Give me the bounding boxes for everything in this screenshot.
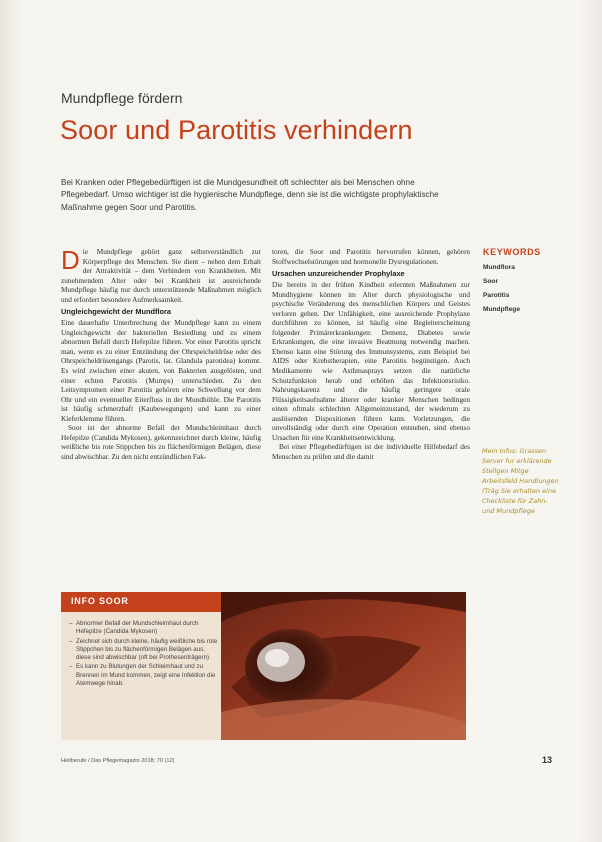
lead-paragraph: Bei Kranken oder Pflegebedürftigen ist die Mundgesundheit oft schlechter als bei Menschen ohne Pflegebedarf. Umso wichtiger ist die hygienische Mundpflege, denn sie ist die wichtigste prophylaktische Maßnahme gegen Soor und Parotitis. (61, 178, 439, 212)
body-paragraph: Die bereits in der frühen Kindheit erlernten Maßnahmen zur Mundhygiene können im Alter durch physiologische und psychische Veränderung des menschlichen Körpers und Geistes verloren gehen. Der Unfähigkeit, eine ausreichende Prophylaxe durchführen zu können, ist häufig eine Begleiterscheinung folgender Primärerkrankungen: Demenz, Diabetes sowie Erkrankungen, die eine invasive Beatmung notwendig machen. Ebenso kann eine Störung des Immunsystems, zum Beispiel bei AIDS oder Krebstherapien, eine Parotitis begünstigen. Auch Medikamente wie Asthmasprays setzen die natürliche Schutzfunktion herab und erhöhen das Infektionsrisiko. Nahrungskarenz und die häufig geringere orale Flüssigkeitsaufnahme älterer oder kranker Menschen bedingen einen oftmals schlechten Allgemeinzustand, der wiederum zu auslösenden Dispositionen führen kann. Vorletzungen, die unvollständig oder durch eine Operation entstehen, sind ebenso Ursachen für eine Krankheitsentwicklung. (272, 280, 470, 442)
keyword-item: Mundpflege (483, 306, 520, 313)
info-box (61, 592, 466, 740)
subheading-mundflora: Ungleichgewicht der Mundflora (61, 307, 172, 317)
article-title: Soor und Parotitis verhindern (60, 115, 413, 145)
info-box-title: INFO SOOR (71, 596, 129, 606)
keyword-item: Mundflora (483, 264, 515, 271)
keywords-box (483, 247, 563, 317)
body-paragraph: toren, die Soor und Parotitis hervorrufen können, gehören Stoffwechselstörungen und hormonelle Dysregulationen. (272, 247, 470, 266)
info-box-list (69, 620, 219, 689)
text-column-1 (61, 247, 261, 461)
keyword-item: Soor (483, 278, 499, 285)
drop-cap: D (61, 245, 80, 275)
text-column-2 (272, 247, 470, 461)
article-kicker: Mundpflege fördern (61, 90, 183, 106)
eye-photo (221, 592, 466, 740)
article-lead (61, 177, 456, 214)
intro-paragraph (61, 247, 261, 304)
keywords-title: KEYWORDS (483, 247, 541, 257)
info-box-item: – Es kann zu Blutungen der Schleimhaut und zu Brennen im Mund kommen, zeigt eine Infektion die Atemwege hinab. (69, 663, 219, 688)
keyword-item: Parotitis (483, 292, 510, 299)
info-box-header (61, 592, 221, 612)
body-paragraph: Eine dauerhafte Unterbrechung der Mundpflege kann zu einem Ungleichgewicht der bakteriellen Besiedlung und zu einem abnormen Befall durch Hefepilze führen. Vor einer Parotitis spricht man, wenn es zu einer Entzündung der Ohrspeicheldrüse oder des Ohrspeicheldrüsengangs (Parotis, lat. Glandula parotidea) kommt. Es wird zwischen einer akuten, von Bakterien ausgelösten, und einer echten Parotitis (Mumps) unterschieden. Zu den Leitsymptomen einer Parotitis gehören eine Schwellung vor dem Ohr und ein eventueller Eiterfluss in der Mundhöhle. Die Parotitis ist häufig schmerzhaft (Kaubewegungen) und kann zu einer Kieferklemme führen. (61, 318, 261, 423)
info-box-item: – Zeichnet sich durch kleine, häufig weißliche bis rote Stippchen bis zu flächenförmigen Belägen aus, diese sind abwischbar (oft bei Prothesenträgern) (69, 638, 219, 663)
body-paragraph: Bei einer Pflegebedürftigen ist der individuelle Hilfebedarf des Menschen zu prüfen und die damit (272, 442, 470, 461)
subheading-ursachen: Ursachen unzureichender Prophylaxe (272, 269, 405, 279)
intro-text: ie Mundpflege gehört ganz selbstverständlich zur Körperpflege des Menschen. Sie dient – neben dem Erhalt der Attraktivität – dem Verhindern von Krankheiten. Mit zunehmendem Alter oder bei Krankheit ist ausreichende Mundpflege häufig nur durch unterstützende Maßnahmen möglich und erfordert besondere Aufmerksamkeit. (61, 247, 261, 304)
margin-note: Mein Infos: Grassen Server fur erklärende Stellgen Mitge Arbeitsfeld Handlungen (Träg Sie erhalten eine Checkliste für Zahn- und Mundpflege (482, 447, 559, 515)
page-number: 13 (542, 755, 553, 765)
body-paragraph: Soor ist der abnorme Befall der Mundschleimhaut durch Hefepilze (Candida Mykosen), gekennzeichnet durch kleine, häufig weißliche bis rote Stippchen bis zu flächenförmigen Belägen, diese sind abwischbar. Zu den nicht entzündlichen Fak- (61, 423, 261, 461)
info-box-item: – Abnormer Befall der Mundschleimhaut durch Hefepilze (Candida Mykosen) (69, 620, 219, 637)
eye-illustration (221, 592, 466, 740)
footer-source: Heilberufe / Das Pflegemagazin 2018; 70 (12) (61, 758, 175, 764)
